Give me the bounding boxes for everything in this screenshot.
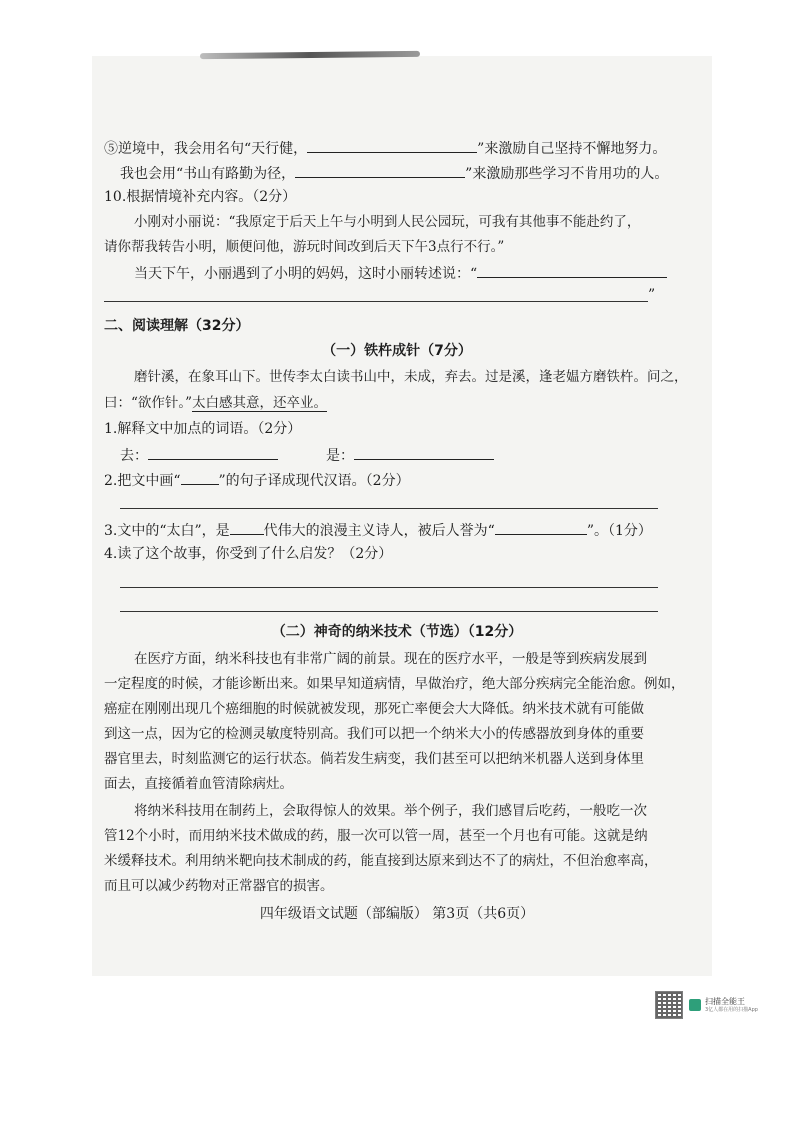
passage-1-text-2: 曰：“欲作针。”太白感其意，还卒业。 — [104, 395, 328, 411]
q9-answer-blank-2[interactable] — [295, 163, 465, 178]
p1-q1-blank-b[interactable] — [354, 445, 494, 460]
p1-q4-answer-line-1[interactable] — [120, 587, 658, 588]
p1-q3-blank-title[interactable] — [495, 520, 587, 535]
underline-sample — [181, 470, 219, 485]
passage-2-p2-line: 管12个小时，而用纳米技术做成的药，服一次可以管一周，甚至一个月也有可能。这就是纳 — [104, 828, 648, 844]
passage-1-text-1: 磨针溪，在象耳山下。世传李太白读书山中，未成，弃去。过是溪，逢老媪方磨铁杵。问之， — [134, 369, 688, 385]
passage-2-p2-line: 而且可以减少药物对正常器官的损害。 — [104, 878, 334, 894]
q10-answer-line-2[interactable] — [104, 301, 648, 302]
q10-close-quote: ” — [648, 287, 656, 303]
qr-code-icon — [655, 991, 683, 1019]
p1-question-1-answers: 去： 是： — [120, 445, 494, 465]
p1-question-3: 3.文中的“太白”，是 代伟大的浪漫主义诗人，被后人誉为“ ”。（1分） — [104, 520, 652, 540]
passage-2-p1-line: 在医疗方面，纳米科技也有非常广阔的前景。现在的医疗水平，一般是等到疾病发展到 — [134, 651, 647, 667]
passage-2-p1-line: 面去，直接循着血管清除病灶。 — [104, 776, 293, 792]
scanner-name: 扫描全能王 — [705, 996, 745, 1006]
q10-answer-blank-1[interactable] — [477, 263, 667, 278]
p1-q1-blank-a[interactable] — [148, 445, 278, 460]
p1-question-1: 1.解释文中加点的词语。（2分） — [104, 421, 302, 437]
scanner-logo-icon — [689, 999, 701, 1011]
passage-2-p1-line: 器官里去，时刻监测它的运行状态。倘若发生病变，我们甚至可以把纳米机器人送到身体里 — [104, 751, 644, 767]
underlined-sentence: 太白感其意，还卒业。 — [192, 395, 328, 411]
page-footer: 四年级语文试题（部编版） 第3页（共6页） — [259, 906, 535, 922]
passage-2-p1-line: 一定程度的时候，才能诊断出来。如果早知道病情，早做治疗，绝大部分疾病完全能治愈。例如， — [104, 676, 685, 692]
passage-2-p2-line: 将纳米科技用在制药上，会取得惊人的效果。举个例子，我们感冒后吃药，一般吃一次 — [134, 803, 647, 819]
q9-line2: 我也会用“书山有路勤为径， ”来激励那些学习不肯用功的人。 — [120, 163, 668, 183]
p1-question-2: 2.把文中画“ ”的句子译成现代汉语。（2分） — [104, 470, 410, 490]
q10-title: 10.根据情境补充内容。（2分） — [104, 189, 297, 205]
q10-dialog-2: 请你帮我转告小明，顺便问他，游玩时间改到后天下午3点行不行。” — [104, 239, 505, 255]
q9-answer-blank-1[interactable] — [307, 138, 477, 153]
q9-line1: ⑤逆境中，我会用名句“天行健， ”来激励自己坚持不懈地努力。 — [104, 138, 666, 158]
passage-2-p1-line: 癌症在刚刚出现几个癌细胞的时候就被发现，那死亡率便会大大降低。纳米技术就有可能做 — [104, 701, 644, 717]
q10-context: 当天下午，小丽遇到了小明的妈妈，这时小丽转述说：“ — [134, 263, 667, 283]
scanner-tagline: 3亿人都在用的扫描App — [705, 1006, 758, 1013]
p1-question-4: 4.读了这个故事，你受到了什么启发？（2分） — [104, 546, 393, 562]
passage-2-p1-line: 到这一点，因为它的检测灵敏度特别高。我们可以把一个纳米大小的传感器放到身体的重要 — [104, 726, 644, 742]
passage-1-title: （一）铁杵成针（7分） — [322, 343, 472, 359]
scanner-badge — [655, 990, 793, 1020]
p1-q4-answer-line-2[interactable] — [120, 611, 658, 612]
passage-2-p2-line: 米缓释技术。利用纳米靶向技术制成的药，能直接到达原来到达不了的病灶，不但治愈率高， — [104, 853, 658, 869]
p1-q2-answer-line[interactable] — [120, 508, 658, 509]
q10-dialog-1: 小刚对小丽说：“我原定于后天上午与小明到人民公园玩，可我有其他事不能赴约了， — [134, 214, 641, 230]
section-2-title: 二、阅读理解（32分） — [104, 318, 250, 334]
p1-q3-blank-dynasty[interactable] — [230, 520, 264, 535]
passage-2-title: （二）神奇的纳米技术（节选）（12分） — [271, 624, 523, 640]
